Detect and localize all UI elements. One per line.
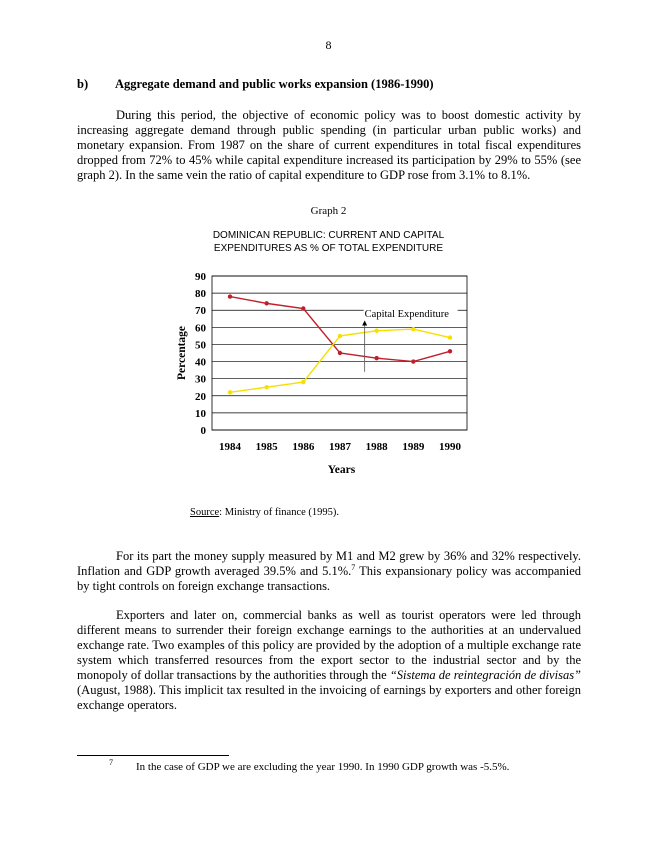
y-tick-label: 50 (195, 339, 206, 352)
paragraph-3 (77, 608, 581, 713)
data-point (301, 306, 305, 310)
footnote (109, 758, 510, 773)
line-chart (160, 262, 490, 482)
data-point (411, 359, 415, 363)
data-point (264, 301, 268, 305)
x-tick-label: 1989 (402, 441, 425, 453)
y-tick-label: 0 (200, 425, 206, 437)
data-point (411, 327, 415, 331)
data-point (228, 390, 232, 394)
section-heading (77, 77, 434, 92)
graph-label: Graph 2 (310, 205, 347, 217)
x-tick-label: 1986 (292, 441, 315, 453)
data-point (338, 351, 342, 355)
paragraph-2 (77, 549, 581, 594)
x-tick-label: 1987 (329, 441, 351, 453)
data-point (448, 335, 452, 339)
y-tick-label: 10 (195, 407, 206, 420)
y-tick-label: 90 (195, 271, 206, 283)
y-tick-label: 60 (195, 322, 206, 335)
footnote-mark: 7 (109, 758, 113, 767)
data-point (374, 356, 378, 360)
y-tick-label: 30 (195, 373, 206, 386)
footnote-divider (77, 755, 229, 756)
data-point (301, 380, 305, 384)
footnote-reference[interactable]: 7 (351, 562, 356, 572)
source-label: Source (190, 507, 220, 518)
source-note (190, 507, 339, 518)
source-text: : Ministry of finance (1995). (219, 507, 340, 518)
x-tick-label: 1985 (255, 441, 278, 453)
chart-title-line-2: EXPENDITURES AS % OF TOTAL EXPENDITURE (213, 243, 444, 254)
page-number: 8 (325, 38, 332, 52)
section-letter: b) (77, 77, 89, 91)
x-axis-title: Years (327, 464, 356, 476)
paragraph-1: During this period, the objective of economic policy was to boost domestic activity by increasing aggregate demand through public spending (in particular urban public works) and monetary expansion. From 1987 on the share of current expenditures in total fiscal expenditures dropped from 72% to 45% while capital expenditure increased its participation by 29% to 55% (see graph 2). In the same vein the ratio of capital expenditure to GDP rose from 3.1% to 8.1%. (77, 108, 581, 182)
data-point (448, 349, 452, 353)
x-tick-label: 1990 (439, 441, 461, 453)
paragraph-3-text-b: (August, 1988). This implicit tax resulted in the invoicing of earnings by exporters and other foreign exchange operators. (77, 683, 581, 712)
y-tick-label: 20 (195, 390, 206, 403)
paragraph-2-text-b: This expansionary policy was accompanied by tight controls on foreign exchange transactions. (77, 564, 581, 593)
chart-title (0, 229, 657, 255)
footnote-text: In the case of GDP we are excluding the year 1990. In 1990 GDP growth was -5.5%. (136, 761, 510, 773)
paragraph-3-italic: “Sistema de reintegración de divisas” (389, 668, 582, 682)
x-tick-label: 1984 (219, 441, 241, 453)
annotation-label: Capital Expenditure (364, 309, 449, 321)
y-axis-title: Percentage (176, 325, 188, 381)
data-point (374, 329, 378, 333)
data-point (228, 294, 232, 298)
paragraph-2-text-a: For its part the money supply measured by M1 and M2 grew by 36% and 32% respectively. Inflation and GDP growth averaged 39.5% and 5.1%. (77, 549, 581, 578)
y-tick-label: 80 (195, 288, 206, 301)
paragraph-3-text-a: Exporters and later on, commercial banks as well as tourist operators were led through different means to surrender their foreign exchange earnings to the authorities at an undervalued exchange rate. Two examples of this policy are provided by the adoption of a multiple exchange rate system which transferred resources from the export sector to the industrial sector and by the monopoly of dollar transactions by the authorities through the (77, 608, 581, 682)
chart-title-line-1: DOMINICAN REPUBLIC: CURRENT AND CAPITAL (212, 230, 445, 241)
data-point (338, 334, 342, 338)
y-tick-label: 70 (195, 305, 206, 318)
annotation-arrowhead (362, 320, 367, 325)
section-title: Aggregate demand and public works expansion (1986-1990) (115, 77, 434, 91)
x-tick-label: 1988 (365, 441, 388, 453)
y-tick-label: 40 (195, 356, 206, 369)
data-point (264, 385, 268, 389)
